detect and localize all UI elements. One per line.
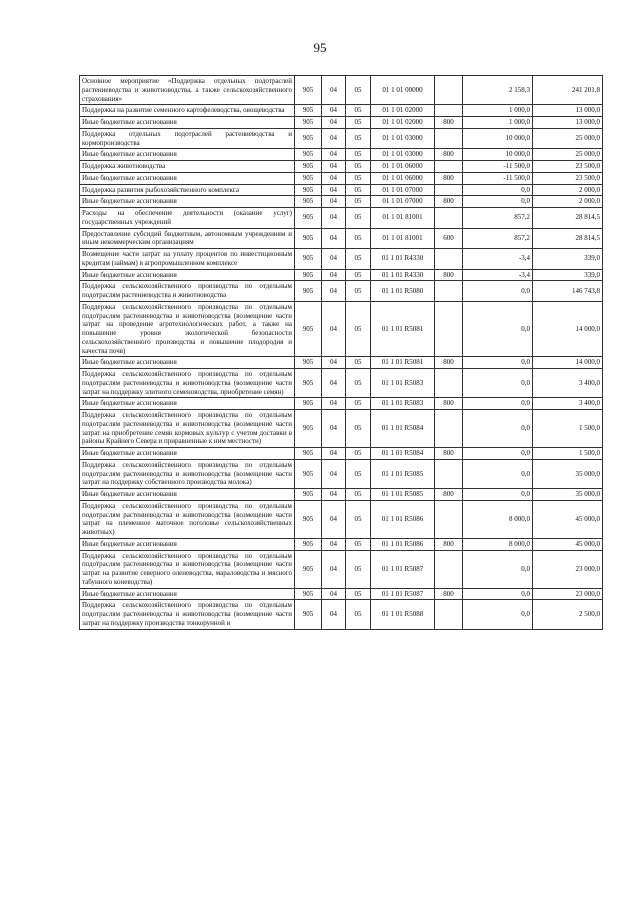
row-target-code-cell: 01 1 01 R4330 — [371, 249, 435, 270]
table-row — [80, 128, 603, 149]
row-subsection-cell: 05 — [346, 369, 371, 398]
row-ved-cell: 905 — [295, 184, 322, 196]
row-name-cell: Иные бюджетные ассигнования — [80, 357, 295, 369]
row-total-amount-cell: 3 400,0 — [533, 398, 603, 410]
row-change-amount-cell: 8 000,0 — [463, 538, 533, 550]
table-row — [80, 281, 603, 302]
table-row — [80, 117, 603, 129]
row-subsection-cell: 05 — [346, 538, 371, 550]
row-change-amount-cell: 10 000,0 — [463, 128, 533, 149]
row-change-amount-cell: 0,0 — [463, 588, 533, 600]
row-expense-type-cell: 800 — [435, 357, 463, 369]
row-change-amount-cell: 0,0 — [463, 489, 533, 501]
row-section-cell: 04 — [322, 117, 346, 129]
row-name-cell: Поддержка сельскохозяйственного производства по отдельным подотраслям растениеводства и животноводства (возмещение части затрат на поддержку производства тонкорунной и — [80, 600, 295, 629]
row-name-cell: Основное мероприятие «Поддержка отдельных подотраслей растениеводства и животноводства, а также сельскохозяйственного страхования» — [80, 76, 295, 105]
row-name-cell: Поддержка сельскохозяйственного производства по отдельным подотраслям растениеводства и животноводства — [80, 281, 295, 302]
row-target-code-cell: 01 1 01 R5080 — [371, 281, 435, 302]
row-change-amount-cell: 0,0 — [463, 448, 533, 460]
row-target-code-cell: 01 1 01 R5083 — [371, 369, 435, 398]
row-total-amount-cell: 1 500,0 — [533, 410, 603, 448]
row-total-amount-cell: 2 500,0 — [533, 600, 603, 629]
table-body — [80, 76, 603, 630]
row-section-cell: 04 — [322, 301, 346, 357]
row-name-cell: Иные бюджетные ассигнования — [80, 588, 295, 600]
row-ved-cell: 905 — [295, 208, 322, 229]
row-target-code-cell: 01 1 01 02000 — [371, 117, 435, 129]
row-total-amount-cell: 23 500,0 — [533, 161, 603, 173]
table-row — [80, 538, 603, 550]
row-name-cell: Поддержка сельскохозяйственного производства по отдельным подотраслям растениеводства и животноводства (возмещение части затрат на проведение агротехнологических работ, а также на повышение уровня экологической безопасности сельскохозяйственного производства и повышение плодородия и качества почв) — [80, 301, 295, 357]
row-subsection-cell: 05 — [346, 128, 371, 149]
row-target-code-cell: 01 1 01 R5086 — [371, 500, 435, 538]
table-row — [80, 249, 603, 270]
row-total-amount-cell: 14 000,0 — [533, 301, 603, 357]
row-total-amount-cell: 25 000,0 — [533, 149, 603, 161]
row-total-amount-cell: 35 000,0 — [533, 459, 603, 488]
row-section-cell: 04 — [322, 228, 346, 249]
row-change-amount-cell: 0,0 — [463, 357, 533, 369]
row-target-code-cell: 01 1 01 R5084 — [371, 410, 435, 448]
row-total-amount-cell: 1 500,0 — [533, 448, 603, 460]
row-total-amount-cell: 28 814,5 — [533, 228, 603, 249]
row-ved-cell: 905 — [295, 489, 322, 501]
row-expense-type-cell — [435, 550, 463, 588]
row-ved-cell: 905 — [295, 448, 322, 460]
table-row — [80, 301, 603, 357]
table-row — [80, 196, 603, 208]
row-change-amount-cell: -3,4 — [463, 249, 533, 270]
row-target-code-cell: 01 1 01 02000 — [371, 105, 435, 117]
row-change-amount-cell: -3,4 — [463, 269, 533, 281]
row-expense-type-cell — [435, 410, 463, 448]
row-total-amount-cell: 45 000,0 — [533, 500, 603, 538]
row-section-cell: 04 — [322, 161, 346, 173]
row-ved-cell: 905 — [295, 172, 322, 184]
row-subsection-cell: 05 — [346, 500, 371, 538]
row-expense-type-cell — [435, 281, 463, 302]
row-subsection-cell: 05 — [346, 117, 371, 129]
row-subsection-cell: 05 — [346, 228, 371, 249]
row-subsection-cell: 05 — [346, 149, 371, 161]
row-target-code-cell: 01 1 01 81001 — [371, 228, 435, 249]
row-change-amount-cell: 0,0 — [463, 369, 533, 398]
row-target-code-cell: 01 1 01 07000 — [371, 184, 435, 196]
row-section-cell: 04 — [322, 184, 346, 196]
row-change-amount-cell: 1 000,0 — [463, 105, 533, 117]
row-ved-cell: 905 — [295, 369, 322, 398]
row-change-amount-cell: -11 500,0 — [463, 172, 533, 184]
row-expense-type-cell — [435, 128, 463, 149]
table-row — [80, 76, 603, 105]
row-ved-cell: 905 — [295, 459, 322, 488]
row-expense-type-cell: 600 — [435, 228, 463, 249]
row-target-code-cell: 01 1 01 06000 — [371, 172, 435, 184]
row-total-amount-cell: 3 400,0 — [533, 369, 603, 398]
row-expense-type-cell — [435, 249, 463, 270]
row-target-code-cell: 01 1 01 R5087 — [371, 550, 435, 588]
table-row — [80, 448, 603, 460]
row-change-amount-cell: 0,0 — [463, 196, 533, 208]
row-name-cell: Иные бюджетные ассигнования — [80, 172, 295, 184]
row-name-cell: Поддержка развития рыбохозяйственного комплекса — [80, 184, 295, 196]
row-total-amount-cell: 23 000,0 — [533, 588, 603, 600]
row-change-amount-cell: 0,0 — [463, 281, 533, 302]
row-subsection-cell: 05 — [346, 448, 371, 460]
row-total-amount-cell: 14 000,0 — [533, 357, 603, 369]
row-ved-cell: 905 — [295, 161, 322, 173]
row-name-cell: Возмещение части затрат на уплату процентов по инвестиционным кредитам (займам) в агропромышленном комплексе — [80, 249, 295, 270]
row-name-cell: Иные бюджетные ассигнования — [80, 196, 295, 208]
row-name-cell: Поддержка сельскохозяйственного производства по отдельным подотраслям растениеводства и животноводства (возмещение части затрат на поддержку собственного производства молока) — [80, 459, 295, 488]
row-ved-cell: 905 — [295, 500, 322, 538]
row-ved-cell: 905 — [295, 398, 322, 410]
row-total-amount-cell: 339,0 — [533, 269, 603, 281]
row-name-cell: Поддержка сельскохозяйственного производства по отдельным подотраслям растениеводства и животноводства (возмещение части затрат на приобретение семян кормовых культур с учетом доставки в районы Крайнего Севера и приравненные к ним местности) — [80, 410, 295, 448]
row-section-cell: 04 — [322, 281, 346, 302]
row-expense-type-cell: 800 — [435, 398, 463, 410]
row-expense-type-cell: 800 — [435, 117, 463, 129]
table-row — [80, 208, 603, 229]
budget-table — [79, 75, 603, 630]
row-expense-type-cell — [435, 500, 463, 538]
row-change-amount-cell: 0,0 — [463, 600, 533, 629]
row-target-code-cell: 01 1 01 R5081 — [371, 357, 435, 369]
row-subsection-cell: 05 — [346, 208, 371, 229]
row-name-cell: Иные бюджетные ассигнования — [80, 117, 295, 129]
row-change-amount-cell: 2 158,3 — [463, 76, 533, 105]
row-name-cell: Иные бюджетные ассигнования — [80, 538, 295, 550]
row-change-amount-cell: 857,2 — [463, 208, 533, 229]
table-row — [80, 161, 603, 173]
row-total-amount-cell: 28 814,5 — [533, 208, 603, 229]
row-ved-cell: 905 — [295, 550, 322, 588]
table-row — [80, 357, 603, 369]
row-section-cell: 04 — [322, 600, 346, 629]
row-change-amount-cell: 0,0 — [463, 398, 533, 410]
row-ved-cell: 905 — [295, 105, 322, 117]
row-section-cell: 04 — [322, 459, 346, 488]
row-expense-type-cell — [435, 208, 463, 229]
row-name-cell: Поддержка отдельных подотраслей растениеводства и кормопроизводства — [80, 128, 295, 149]
row-change-amount-cell: 0,0 — [463, 550, 533, 588]
row-change-amount-cell: 10 000,0 — [463, 149, 533, 161]
row-subsection-cell: 05 — [346, 76, 371, 105]
row-target-code-cell: 01 1 01 R5081 — [371, 301, 435, 357]
row-total-amount-cell: 23 500,0 — [533, 172, 603, 184]
row-section-cell: 04 — [322, 76, 346, 105]
row-expense-type-cell — [435, 105, 463, 117]
row-expense-type-cell — [435, 459, 463, 488]
row-name-cell: Иные бюджетные ассигнования — [80, 149, 295, 161]
row-subsection-cell: 05 — [346, 172, 371, 184]
row-total-amount-cell: 146 743,8 — [533, 281, 603, 302]
row-target-code-cell: 01 1 01 R5085 — [371, 489, 435, 501]
row-subsection-cell: 05 — [346, 600, 371, 629]
row-expense-type-cell — [435, 184, 463, 196]
row-ved-cell: 905 — [295, 410, 322, 448]
table-row — [80, 184, 603, 196]
table-row — [80, 588, 603, 600]
table-row — [80, 369, 603, 398]
row-subsection-cell: 05 — [346, 184, 371, 196]
row-expense-type-cell — [435, 76, 463, 105]
row-target-code-cell: 01 1 01 03000 — [371, 149, 435, 161]
row-total-amount-cell: 45 000,0 — [533, 538, 603, 550]
row-subsection-cell: 05 — [346, 161, 371, 173]
table-row — [80, 269, 603, 281]
row-expense-type-cell — [435, 301, 463, 357]
row-subsection-cell: 05 — [346, 489, 371, 501]
table-row — [80, 398, 603, 410]
row-name-cell: Поддержка животноводства — [80, 161, 295, 173]
row-section-cell: 04 — [322, 550, 346, 588]
row-target-code-cell: 01 1 01 R5086 — [371, 538, 435, 550]
row-ved-cell: 905 — [295, 269, 322, 281]
row-total-amount-cell: 2 000,0 — [533, 196, 603, 208]
row-name-cell: Поддержка сельскохозяйственного производства по отдельным подотраслям растениеводства и животноводства (возмещение части затрат на поддержку элитного семеноводства, приобретение семян) — [80, 369, 295, 398]
row-total-amount-cell: 35 000,0 — [533, 489, 603, 501]
row-name-cell: Иные бюджетные ассигнования — [80, 398, 295, 410]
row-ved-cell: 905 — [295, 538, 322, 550]
row-section-cell: 04 — [322, 269, 346, 281]
row-target-code-cell: 01 1 01 R5088 — [371, 600, 435, 629]
row-subsection-cell: 05 — [346, 398, 371, 410]
row-total-amount-cell: 241 201,8 — [533, 76, 603, 105]
table-row — [80, 600, 603, 629]
row-name-cell: Иные бюджетные ассигнования — [80, 448, 295, 460]
row-total-amount-cell: 25 000,0 — [533, 128, 603, 149]
table-row — [80, 172, 603, 184]
row-ved-cell: 905 — [295, 301, 322, 357]
row-name-cell: Расходы на обеспечение деятельности (оказание услуг) государственных учреждений — [80, 208, 295, 229]
row-change-amount-cell: 0,0 — [463, 459, 533, 488]
row-section-cell: 04 — [322, 489, 346, 501]
row-target-code-cell: 01 1 01 06000 — [371, 161, 435, 173]
row-subsection-cell: 05 — [346, 105, 371, 117]
row-name-cell: Поддержка сельскохозяйственного производства по отдельным подотраслям растениеводства и животноводства (возмещение части затрат на развитие северного оленеводства, мараловодства и мясного табунного коневодства) — [80, 550, 295, 588]
table-row — [80, 550, 603, 588]
row-ved-cell: 905 — [295, 117, 322, 129]
row-target-code-cell: 01 1 01 R5087 — [371, 588, 435, 600]
row-section-cell: 04 — [322, 369, 346, 398]
row-change-amount-cell: 857,2 — [463, 228, 533, 249]
row-target-code-cell: 01 1 01 R4330 — [371, 269, 435, 281]
row-ved-cell: 905 — [295, 588, 322, 600]
table-row — [80, 410, 603, 448]
row-total-amount-cell: 13 000,0 — [533, 105, 603, 117]
row-section-cell: 04 — [322, 588, 346, 600]
row-section-cell: 04 — [322, 149, 346, 161]
row-ved-cell: 905 — [295, 196, 322, 208]
row-subsection-cell: 05 — [346, 459, 371, 488]
row-change-amount-cell: 8 000,0 — [463, 500, 533, 538]
row-expense-type-cell: 800 — [435, 588, 463, 600]
row-section-cell: 04 — [322, 105, 346, 117]
row-ved-cell: 905 — [295, 128, 322, 149]
row-ved-cell: 905 — [295, 357, 322, 369]
row-expense-type-cell — [435, 161, 463, 173]
row-total-amount-cell: 2 000,0 — [533, 184, 603, 196]
table-row — [80, 489, 603, 501]
row-target-code-cell: 01 1 01 07000 — [371, 196, 435, 208]
row-change-amount-cell: 1 000,0 — [463, 117, 533, 129]
row-section-cell: 04 — [322, 196, 346, 208]
row-change-amount-cell: -11 500,0 — [463, 161, 533, 173]
row-expense-type-cell: 800 — [435, 448, 463, 460]
row-expense-type-cell: 800 — [435, 149, 463, 161]
row-subsection-cell: 05 — [346, 588, 371, 600]
row-ved-cell: 905 — [295, 600, 322, 629]
row-total-amount-cell: 23 000,0 — [533, 550, 603, 588]
table-row — [80, 149, 603, 161]
row-subsection-cell: 05 — [346, 301, 371, 357]
row-target-code-cell: 01 1 01 81001 — [371, 208, 435, 229]
row-section-cell: 04 — [322, 208, 346, 229]
row-name-cell: Поддержка на развитие семенного картофелеводства, овощеводства — [80, 105, 295, 117]
row-expense-type-cell: 800 — [435, 538, 463, 550]
row-section-cell: 04 — [322, 448, 346, 460]
row-section-cell: 04 — [322, 538, 346, 550]
row-change-amount-cell: 0,0 — [463, 410, 533, 448]
row-ved-cell: 905 — [295, 228, 322, 249]
row-section-cell: 04 — [322, 410, 346, 448]
row-section-cell: 04 — [322, 357, 346, 369]
row-change-amount-cell: 0,0 — [463, 184, 533, 196]
row-subsection-cell: 05 — [346, 269, 371, 281]
row-expense-type-cell — [435, 369, 463, 398]
row-target-code-cell: 01 1 01 00000 — [371, 76, 435, 105]
row-ved-cell: 905 — [295, 76, 322, 105]
row-name-cell: Поддержка сельскохозяйственного производства по отдельным подотраслям растениеводства и животноводства (возмещение части затрат на племенное маточное поголовье сельскохозяйственных животных) — [80, 500, 295, 538]
row-expense-type-cell: 800 — [435, 269, 463, 281]
row-change-amount-cell: 0,0 — [463, 301, 533, 357]
row-subsection-cell: 05 — [346, 281, 371, 302]
row-section-cell: 04 — [322, 398, 346, 410]
row-expense-type-cell: 800 — [435, 172, 463, 184]
row-subsection-cell: 05 — [346, 550, 371, 588]
row-section-cell: 04 — [322, 500, 346, 538]
row-expense-type-cell: 800 — [435, 196, 463, 208]
row-target-code-cell: 01 1 01 R5084 — [371, 448, 435, 460]
row-subsection-cell: 05 — [346, 410, 371, 448]
table-row — [80, 228, 603, 249]
row-target-code-cell: 01 1 01 R5083 — [371, 398, 435, 410]
row-section-cell: 04 — [322, 128, 346, 149]
page-number: 95 — [313, 40, 327, 55]
row-expense-type-cell — [435, 600, 463, 629]
row-section-cell: 04 — [322, 172, 346, 184]
table-row — [80, 459, 603, 488]
row-target-code-cell: 01 1 01 R5085 — [371, 459, 435, 488]
row-expense-type-cell: 800 — [435, 489, 463, 501]
row-total-amount-cell: 13 000,0 — [533, 117, 603, 129]
row-name-cell: Предоставление субсидий бюджетным, автономным учреждениям и иным некоммерческим организациям — [80, 228, 295, 249]
table-row — [80, 500, 603, 538]
row-target-code-cell: 01 1 01 03000 — [371, 128, 435, 149]
row-subsection-cell: 05 — [346, 249, 371, 270]
row-name-cell: Иные бюджетные ассигнования — [80, 489, 295, 501]
row-ved-cell: 905 — [295, 281, 322, 302]
table-row — [80, 105, 603, 117]
row-subsection-cell: 05 — [346, 357, 371, 369]
row-section-cell: 04 — [322, 249, 346, 270]
row-ved-cell: 905 — [295, 149, 322, 161]
row-total-amount-cell: 339,0 — [533, 249, 603, 270]
row-name-cell: Иные бюджетные ассигнования — [80, 269, 295, 281]
row-ved-cell: 905 — [295, 249, 322, 270]
row-subsection-cell: 05 — [346, 196, 371, 208]
